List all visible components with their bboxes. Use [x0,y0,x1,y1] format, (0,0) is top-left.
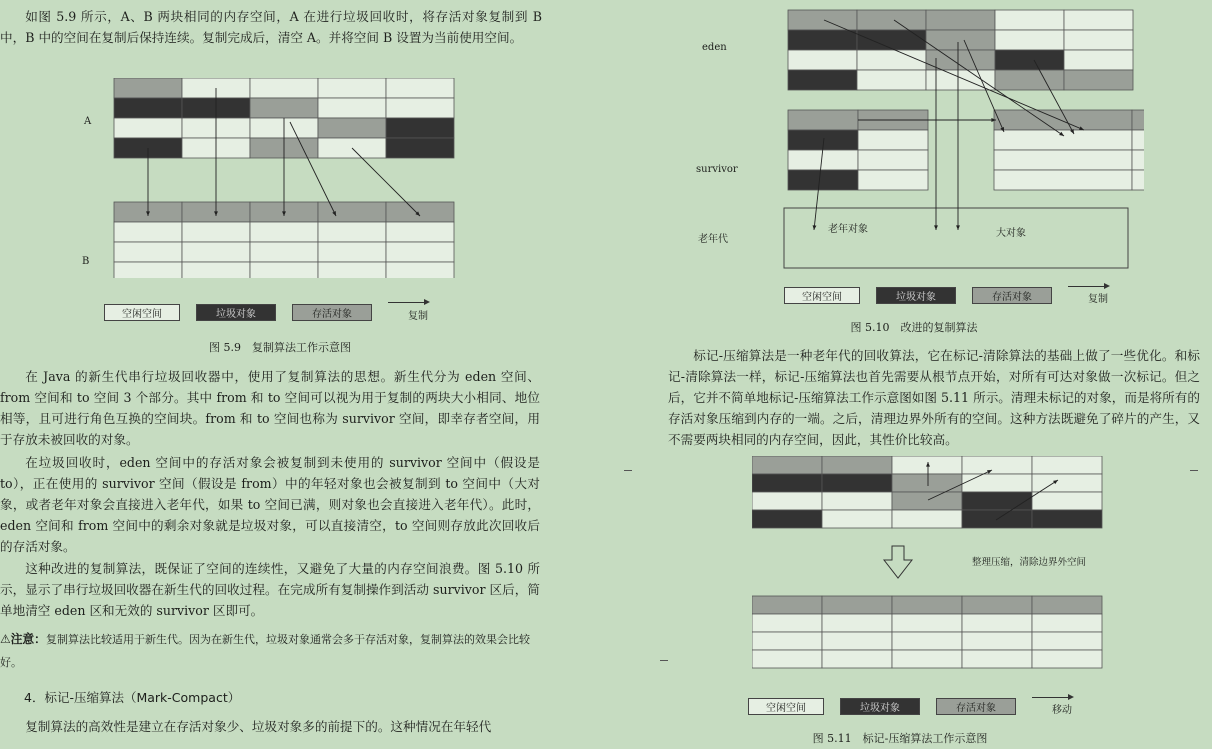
memory-cell [1032,614,1102,632]
memory-cell [386,262,454,278]
memory-cell [752,510,822,528]
intro-paragraph: 如图 5.9 所示，A、B 两块相同的内存空间，A 在进行垃圾回收时，将存活对象复制到 B 中，B 中的空间在复制后保持连续。复制完成后，清空 A。并将空间 B 设置为当前使用空间。 [0,9,542,45]
memory-cell [995,30,1064,50]
memory-cell [926,10,995,30]
note-text: 复制算法比较适用于新生代。因为在新生代，垃圾对象通常会多于存活对象，复制算法的效果会比较好。 [0,633,530,669]
memory-cell [892,596,962,614]
memory-cell [962,456,1032,474]
figure-5-10-caption: 图 5.10 改进的复制算法 [850,321,978,334]
section-heading-mark-compact: 4．标记-压缩算法（Mark-Compact） [24,690,241,705]
memory-cell [114,242,182,262]
label-b: B [82,256,90,267]
margin-mark [1190,470,1198,471]
memory-cell [752,614,822,632]
left-page [0,0,600,749]
figure-5-11-graphic [752,456,1112,686]
label-old-generation: 老年代 [698,234,728,245]
memory-cell [962,632,1032,650]
old-generation-box [784,208,1128,268]
memory-cell [752,650,822,668]
legend-live-object: 存活对象 [292,304,372,321]
compact-down-arrow-icon [884,546,912,578]
memory-cell [250,262,318,278]
memory-cell [752,632,822,650]
memory-cell [1064,50,1133,70]
memory-cell [962,596,1032,614]
copy-arrow-icon [388,302,428,303]
memory-cell [752,492,822,510]
memory-cell [822,596,892,614]
margin-mark [624,470,632,471]
memory-cell [1132,130,1144,150]
memory-cell [752,596,822,614]
memory-cell [822,650,892,668]
memory-cell [1064,10,1133,30]
memory-cell [822,632,892,650]
label-old-object: 老年对象 [828,224,868,235]
memory-cell [994,170,1132,190]
memory-cell [788,30,857,50]
legend-garbage-object: 垃圾对象 [196,304,276,321]
legend-garbage-object: 垃圾对象 [876,287,956,304]
memory-cell [114,78,182,98]
memory-cell [995,10,1064,30]
memory-cell [994,130,1132,150]
memory-cell [752,456,822,474]
memory-cell [995,70,1064,90]
memory-after-compact [752,596,1102,668]
memory-cell [318,118,386,138]
memory-cell [857,50,926,70]
memory-cell [1032,456,1102,474]
memory-cell [752,474,822,492]
note-box [0,628,540,674]
figure-5-10-graphic [704,8,1144,278]
memory-cell [788,170,858,190]
legend-free-space: 空闲空间 [748,698,824,715]
figure-5-9-caption: 图 5.9 复制算法工作示意图 [209,341,351,354]
memory-cell [114,262,182,278]
memory-cell [858,130,928,150]
legend-copy: 复制 [1068,286,1108,305]
arrow-head [934,225,938,230]
memory-cell [1064,30,1133,50]
memory-cell [858,150,928,170]
memory-cell [892,614,962,632]
memory-cell [182,222,250,242]
memory-cell [1032,510,1102,528]
memory-cell [1032,492,1102,510]
legend-live-object: 存活对象 [936,698,1016,715]
arrow-head [956,225,960,230]
memory-cell [1032,596,1102,614]
memory-cell [318,98,386,118]
memory-cell [788,110,858,130]
memory-cell [857,30,926,50]
survivor-from-space [788,110,928,190]
memory-cell [1132,110,1144,130]
memory-cell [788,50,857,70]
figure-5-11-legend [748,697,1072,716]
memory-cell [250,242,318,262]
memory-cell [386,98,454,118]
memory-cell [386,138,454,158]
label-eden: eden [702,42,727,53]
figure-5-11-caption: 图 5.11 标记-压缩算法工作示意图 [812,732,988,745]
paragraph-mark-compact: 标记-压缩算法是一种老年代的回收算法，它在标记-清除算法的基础上做了一些优化。和标记-清除算法一样，标记-压缩算法也首先需要从根节点开始，对所有可达对象做一次标记。但之后，它并不简单地标记-压缩算法工作示意图如图 5.11 所示。清理未标记的对象，而是将所有的存活对象压缩到内存的一端。之后，清理边界外所有的空间。这种方法既避免了碎片的产生，又不需要两块相同的内存空间，因此，其性价比较高。 [668,348,1200,447]
legend-move: 移动 [1032,697,1072,716]
memory-cell [788,10,857,30]
legend-copy: 复制 [388,302,428,322]
memory-cell [1132,150,1144,170]
memory-cell [1032,650,1102,668]
memory-cell [114,222,182,242]
memory-cell [926,30,995,50]
memory-cell [114,118,182,138]
memory-cell [962,474,1032,492]
memory-cell [962,492,1032,510]
legend-free-space: 空闲空间 [104,304,180,321]
note-icon: ⚠ [0,632,11,646]
label-survivor: survivor [696,164,738,175]
right-page [604,0,1212,749]
memory-cell [892,650,962,668]
memory-cell [318,242,386,262]
memory-cell [857,10,926,30]
memory-cell [318,262,386,278]
paragraph-improved-copy: 这种改进的复制算法，既保证了空间的连续性，又避免了大量的内存空间浪费。图 5.10 所示，显示了串行垃圾回收器在新生代的回收过程。在完成所有复制操作到活动 survivor 区后，简单地清空 eden 区和无效的 survivor 区即可。 [0,561,540,618]
paragraph-gc-process: 在垃圾回收时，eden 空间中的存活对象会被复制到未使用的 survivor 空间中（假设是 to），正在使用的 survivor 空间（假设是 from）中的年轻对象也会被复制到 to 空间中（大对象，或者老年对象会直接进入老年代，如果 to 空间已满，则对象也会直接进入老年代）。此时，eden 空间和 from 空间中的剩余对象就是垃圾对象，可以直接清空，to 空间则存放此次回收后的存活对象。 [0,455,540,554]
memory-cell [788,70,857,90]
memory-cell [1032,474,1102,492]
memory-cell [822,510,892,528]
note-label: 注意： [10,632,46,646]
label-big-object: 大对象 [996,228,1026,239]
memory-cell [386,202,454,222]
memory-cell [962,650,1032,668]
memory-cell [822,492,892,510]
memory-cell [250,98,318,118]
memory-cell [892,632,962,650]
memory-cell [788,150,858,170]
memory-cell [857,70,926,90]
memory-cell [822,474,892,492]
memory-cell [318,222,386,242]
legend-live-object: 存活对象 [972,287,1052,304]
margin-mark [660,660,668,661]
paragraph-mark-compact-intro: 复制算法的高效性是建立在存活对象少、垃圾对象多的前提下的。这种情况在年轻代 [25,719,492,734]
copy-arrow-icon [1068,286,1108,287]
memory-cell [995,50,1064,70]
memory-cell [386,78,454,98]
memory-cell [114,98,182,118]
memory-cell [386,222,454,242]
memory-cell [1132,170,1144,190]
memory-cell [386,242,454,262]
figure-5-9 [80,78,460,278]
legend-garbage-object: 垃圾对象 [840,698,920,715]
memory-cell [822,456,892,474]
legend-free-space: 空闲空间 [784,287,860,304]
memory-cell [182,242,250,262]
memory-cell [994,150,1132,170]
memory-cell [318,202,386,222]
memory-cell [182,262,250,278]
paragraph-new-generation: 在 Java 的新生代串行垃圾回收器中，使用了复制算法的思想。新生代分为 eden 空间、from 空间和 to 空间 3 个部分。其中 from 和 to 空间可以视为用于复制的两块大小相同、地位相等，且可进行角色互换的空间块。from 和 to 空间也称为 survivor 空间，即幸存者空间，用于存放未被回收的对象。 [0,369,540,447]
memory-cell [250,222,318,242]
memory-cell [962,614,1032,632]
memory-cell [892,510,962,528]
memory-cell [318,78,386,98]
memory-cell [1064,70,1133,90]
memory-cell [250,78,318,98]
compact-label: 整理压缩，清除边界外空间 [972,557,1087,568]
memory-cell [892,492,962,510]
memory-before-compact [752,456,1102,528]
memory-cell [822,614,892,632]
memory-cell [858,170,928,190]
figure-5-10-legend [784,286,1108,305]
figure-5-10 [696,8,1144,278]
move-arrow-icon [1032,697,1072,698]
label-a: A [84,116,92,127]
memory-cell [386,118,454,138]
figure-5-9-graphic [80,78,460,278]
figure-5-9-legend [104,302,428,322]
figure-5-11 [752,456,1112,686]
memory-cell [1032,632,1102,650]
survivor-to-space [994,110,1144,190]
